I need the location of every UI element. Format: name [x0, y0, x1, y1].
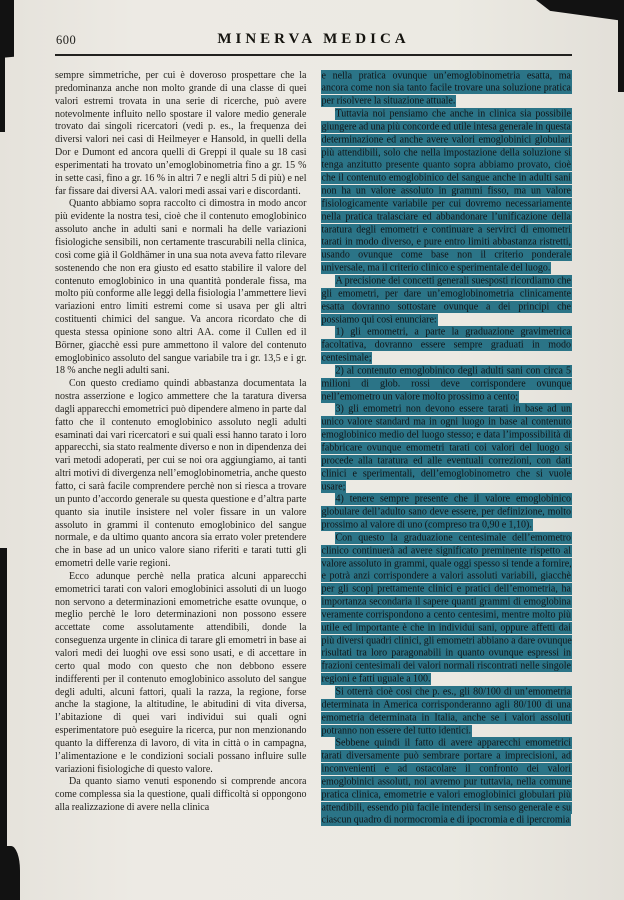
- left-column: [55, 70, 307, 896]
- scan-artifact-top-right: [536, 0, 624, 21]
- text-columns: [55, 70, 572, 896]
- paragraph: Sebbene quindi il fatto di avere apparecchi emometrici tarati diversamente può sembrare portare a imprecisioni, ad inconvenienti e ad ostacolare il confronto dei valori emoglobinici assoluti, noi avremo pur tuttavia, nella comune pratica clinica, emometrie e valori emoglobinici globulari più attendibili, essendo più facile intendersi in senso generale e su ciascun quadro di normocromia e di ipocromia e di ipercromia: [321, 737, 571, 826]
- paragraph: Quanto abbiamo sopra raccolto ci dimostra in modo ancor più evidente la nostra tesi, cioè che il contenuto emoglobinico assoluto anche in adulti sani e normali ha delle variazioni fisiologiche sensibili, non certamente trascurabili nella clinica, così come già il Goldhämer in una sua nota aveva fatto rilevare sostenendo che non era giusto ed esatto stabilire il valore del contenuto emoglobinico in una quantità ponderale fissa, ma molto più conforme alle leggi della fisiologia l’ammettere lievi variazioni entro limiti estremi come si usava per gli altri costituenti chimici del sangue. Va ancora ricordato che di questa stessa opinione sono altri AA. come il Cullen ed il Börner, giacchè essi pure ammettono il valore del contenuto emoglobinico assoluto del sangue variabile tra i gr. 13,5 e i gr. 18 % anche negli adulti sani.: [55, 198, 307, 377]
- page-number: 600: [56, 33, 77, 47]
- paragraph: Da quanto siamo venuti esponendo si comprende ancora come complessa sia la questione, quali difficoltà si oppongono alla realizzazione di avere nella clinica: [55, 776, 307, 814]
- paragraph: Tuttavia noi pensiamo che anche in clinica sia possibile giungere ad una più concorde ed utile intesa generale in questa determinazione ed anche avere valori emoglobinici globulari più attendibili, solo che nella impostazione della soluzione si tenga anzitutto presente quanto sopra abbiamo provato, cioè che il contenuto emoglobinico del sangue anche in adulti sani non ha un valore assoluto in grammi fisso, ma un valore fisiologicamente variabile per cui dovremo necessariamente nella pratica tralasciare ed abbandonare l’unificazione della taratura degli emometri e continuare a servirci di emometri tarati in modo diverso, e pure entro limiti abbastanza ristretti, usando ovunque come base non il criterio ponderale universale, ma il criterio clinico e sperimentale del luogo.: [321, 108, 571, 274]
- right-column: [321, 70, 573, 896]
- paragraph: 1) gli emometri, a parte la graduazione gravimetrica facoltativa, dovranno essere sempre graduati in modo centesimale;: [321, 326, 571, 364]
- scan-artifact-bottom-left: [0, 846, 20, 900]
- paragraph: 2) al contenuto emoglobinico degli adulti sani con circa 5 milioni di glob. rossi deve corrispondere ovunque nell’emometro un valore molto prossimo a cento;: [321, 365, 571, 403]
- paragraph: Si otterrà cioè così che p. es., gli 80/100 di un’emometria determinata in America corrisponderanno agli 80/100 di una emometria determinata in Italia, anche se i valori assoluti potranno non essere del tutto identici.: [321, 686, 571, 737]
- page-header: [55, 30, 572, 56]
- paragraph: Con questo la graduazione centesimale dell’emometro clinico continuerà ad avere significato preminente rispetto al valore assoluto in grammi, quale oggi spesso si tende a fornire, e potrà anzi corrispondere a valori assoluti variabili, giacchè per gli scopi prettamente clinici e pratici dell’emometria, ha importanza secondaria il sapere quanti grammi di emoglobina veramente corrispondono a cento centesimi, mentre molto più utile ed importante è che in individui sani, oppure affetti dai più diversi quadri clinici, gli emometri abbiano a dare ovunque risultati tra loro paragonabili in quanto ovunque espressi in frazioni centesimali dei valori normali riscontrati nelle singole regioni e fatti uguale a 100.: [321, 532, 572, 685]
- journal-title: MINERVA MEDICA: [217, 31, 410, 47]
- paragraph: sempre simmetriche, per cui è doveroso prospettare che la predominanza anche non molto grande di una classe di quei valori estremi trovata in una serie di ricerche, può avere notevolmente influito nello spostare il valore medio generale trovato dai singoli ricercatori (vedi p. es., la frequenza dei diversi valori nei casi di Heilmeyer e Hansold, in quelli della Dor e Dumont ed ancora quelli di Greppi il quale su 18 casi esperimentati ha trovato un’emoglobinometria fino a gr. 15 % in sette casi, fino a gr. 16 % in altri 7 e negli altri 5 di più) e nel far fissare dai diversi AA. valori medi assai vari e discordanti.: [55, 70, 307, 197]
- paragraph: Ecco adunque perchè nella pratica alcuni apparecchi emometrici tarati con valori emoglobinici assoluti di un luogo non servono a determinazioni emometriche esatte ovunque, o meglio perchè le loro determinazioni non possono essere accettate come assolutamente attendibili, donde la conseguenza urgente in clinica di tarare gli emometri in base ai valori medi dei luoghi ove essi sono usati, e di accettare in certo qual modo con questo che non debbono essere indifferenti per il contenuto emoglobinico assoluto del sangue degli adulti, alcuni fattori, quali la razza, la regione, forse anche la stagione, la altitudine, le abitudini di vita diversa, l’abitazione di quei vari individui sui quali ogni esperimentatore può eseguire la ricerca, pur non menzionando quanto la differenza di lavoro, di vita in città o in campagna, l’alimentazione e le condizioni sociali possano influire sulle variazioni fisiologiche di questo valore.: [55, 570, 307, 775]
- paragraph: 3) gli emometri non devono essere tarati in base ad un unico valore standard ma in ogni luogo in base al contenuto emoglobinico medio del luogo stesso; e data l’impossibilità di fabbricare ovunque emometri tarati coi valori del luogo si procede alla taratura ed alle eventuali correzioni, con dati clinici e sperimentali, dell’emoglobinometro che si vuole usare;: [321, 403, 571, 492]
- scan-artifact-left-edge-top: [0, 0, 5, 132]
- paragraph: Con questo crediamo quindi abbastanza documentata la nostra asserzione e logico ammettere che la taratura diversa dagli apparecchi emometrici può dipendere almeno in parte dal fatto che il contenuto emoglobinico assoluto negli adulti esaminati dai vari ricercatori e sui quali essi hanno tarato i loro apparecchi, sia stato realmente diverso e non in dipendenza dei vari metodi adoperati, per cui se noi ora aggiungiamo, ai tanti altri motivi di divergenza nell’emoglobinometria, anche questo fatto, ci sarà facile comprendere perchè non si riesca a trovare un punto d’accordo generale su questa questione e d’altra parte quanto sia inutile insistere nel voler fissare in un valore assoluto in grammi il contenuto emoglobinico del sangue normale, e da ultimo quanto ancora sia errato voler pretendere che in base ad un unico valore siano riferiti e tarati tutti gli emometri delle varie regioni.: [55, 378, 307, 570]
- paragraph: 4) tenere sempre presente che il valore emoglobinico globulare dell’adulto sano deve essere, per definizione, molto prossimo al valore di uno (compreso tra 0,90 e 1,10).: [321, 493, 571, 531]
- paragraph: e nella pratica ovunque un’emoglobinometria esatta, ma ancora come non sia tanto facile trovare una soluzione pratica per risolvere la situazione attuale.: [321, 70, 571, 107]
- paragraph: A precisione dei concetti generali suesposti ricordiamo che gli emometri, per dare un’emoglobinometria clinicamente esatta dovranno sottostare ovunque a dei principi che possiamo qui così enunciare:: [321, 275, 571, 326]
- scan-artifact-right-edge: [618, 0, 624, 92]
